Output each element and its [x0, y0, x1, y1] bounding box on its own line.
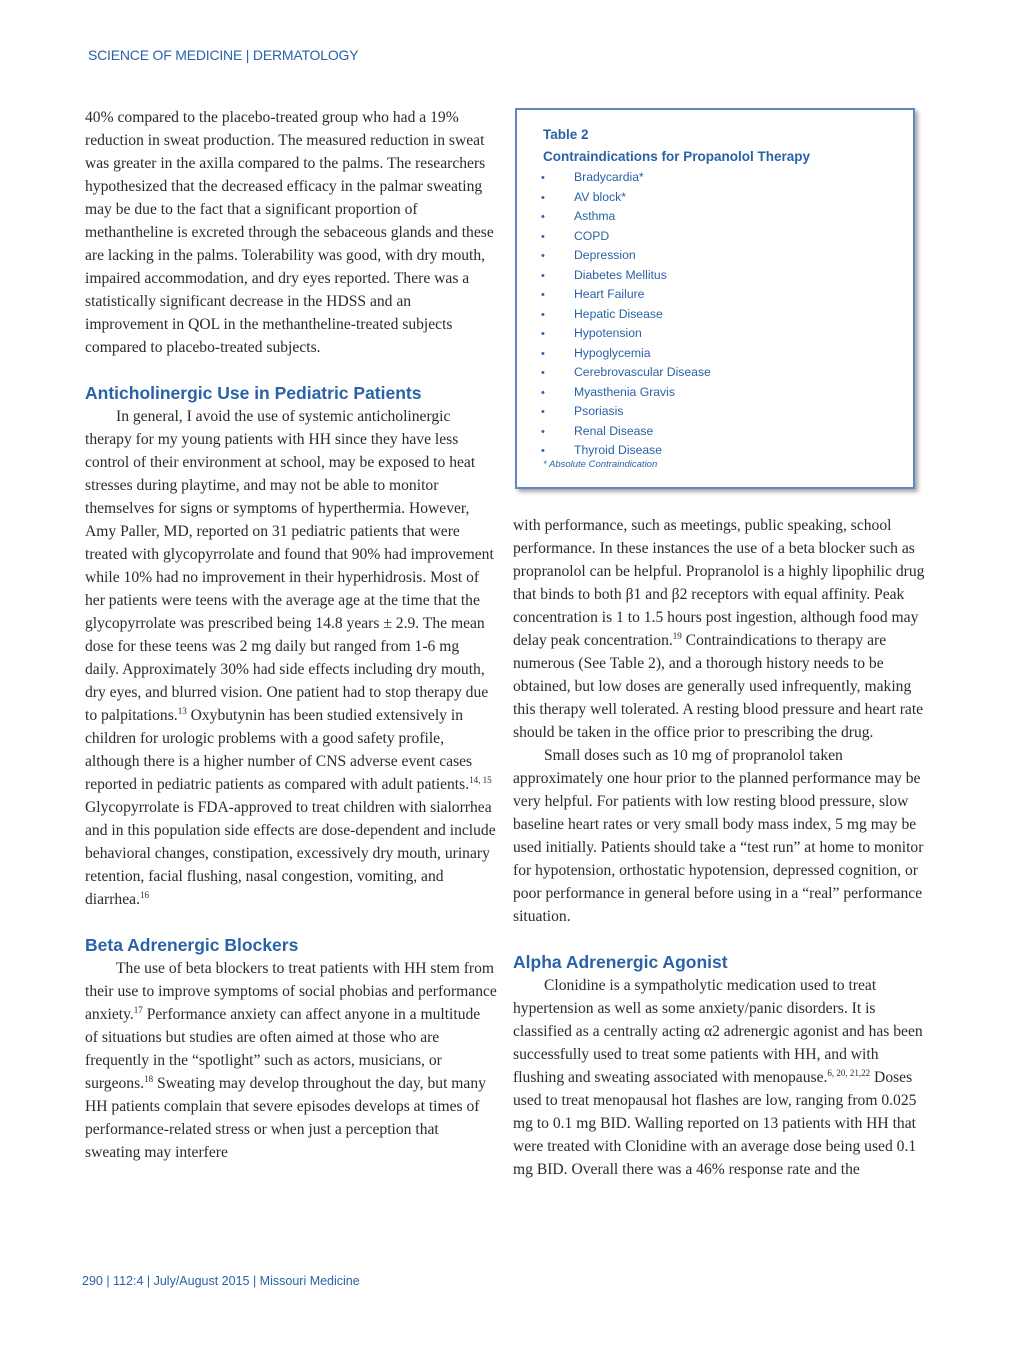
list-item: • Asthma — [541, 207, 711, 227]
list-item: • Bradycardia* — [541, 168, 711, 188]
bullet-icon: • — [541, 425, 545, 438]
list-item: • Hypoglycemia — [541, 344, 711, 364]
bullet-icon: • — [541, 250, 545, 262]
bullet-icon: • — [541, 386, 545, 399]
contraindications-table — [515, 108, 915, 489]
list-item: • Psoriasis — [541, 402, 711, 422]
bullet-icon: • — [541, 445, 545, 457]
bullet-icon: • — [541, 347, 545, 360]
list-item: • Hypotension — [541, 324, 711, 344]
bullet-icon: • — [541, 269, 545, 282]
paragraph: with performance, such as meetings, public speaking, school performance. In these instances the use of a beta blocker such as propranolol can be helpful. Propranolol is a highly lipophilic drug that binds to both β1 and β2 receptors with equal affinity. Peak concentration is 1 to 1.5 hours post ingestion, although food may delay peak concentration.$^{19}$ Contraindications to therapy are numerous (See Table 2), and a thorough history needs to be obtained, but low doses are generally used infrequently, making this therapy well tolerated. A resting blood pressure and heart rate should be taken in the office prior to prescribing the drug. — [513, 517, 925, 741]
list-item: • Hepatic Disease — [541, 305, 711, 325]
left-column — [85, 106, 497, 1164]
list-item: • Renal Disease — [541, 422, 711, 442]
list-item: • Diabetes Mellitus — [541, 266, 711, 286]
bullet-icon: • — [541, 289, 545, 301]
paragraph: In general, I avoid the use of systemic anticholinergic therapy for my young patients with HH since they have less control of their environment at school, may be exposed to heat stresses during playtime, and may not be able to monitor themselves for signs or symptoms of hyperthermia. However, Amy Paller, MD, reported on 31 pediatric patients that were treated with glycopyrrolate and found that 90% had improvement while 10% had no improvement in their hyperhidrosis. Most of her patients were teens with the average age at the time that the glycopyrrolate was prescribed being 14.8 years ± 2.9. The mean dose for these teens was 2 mg daily but ranged from 1-6 mg daily. Approximately 30% had side effects including dry mouth, dry eyes, and blurred vision. One patient had to stop therapy due to palpitations.$^{13}$ Oxybutynin has been studied extensively in children for urologic problems with a good safety profile, although there is a higher number of CNS adverse event cases reported in pediatric patients as compared with adult patients.$^{14, 15}$ Glycopyrrolate is FDA-approved to treat children with sialorrhea and in this population side effects are dose-dependent and include behavioral changes, constipation, excessively dry mouth, urinary retention, facial flushing, nasal congestion, vomiting, and diarrhea.$^{16}$ — [85, 408, 496, 908]
bullet-icon: • — [541, 308, 545, 321]
bullet-icon: • — [541, 406, 545, 418]
list-item: • Thyroid Disease — [541, 441, 711, 461]
list-item: • Heart Failure — [541, 285, 711, 305]
running-head: SCIENCE OF MEDICINE | DERMATOLOGY — [88, 47, 359, 63]
list-item: • COPD — [541, 227, 711, 247]
reference-marker: 6, 20, 21,22 — [827, 1068, 871, 1078]
list-item: • Myasthenia Gravis — [541, 383, 711, 403]
table-title: Table 2 — [543, 127, 589, 142]
list-item: • Cerebrovascular Disease — [541, 363, 711, 383]
paragraph: The use of beta blockers to treat patients with HH stem from their use to improve symptoms of social phobias and performance anxiety.$^{17}$ Performance anxiety can affect anyone in a multitude of situations but studies are often aimed at those who are frequently in the “spotlight” such as actors, musicians, or surgeons.$^{18}$ Sweating may develop throughout the day, but many HH patients complain that severe episodes develops at times of performance-related stress or when just a perception that sweating may interfere — [85, 960, 497, 1161]
section-heading-pediatric: Anticholinergic Use in Pediatric Patients — [85, 383, 422, 403]
table-list — [541, 168, 711, 461]
bullet-icon: • — [541, 230, 545, 243]
page-footer: 290 | 112:4 | July/August 2015 | Missouri Medicine — [82, 1274, 360, 1288]
list-item: • Depression — [541, 246, 711, 266]
bullet-icon: • — [541, 211, 545, 223]
bullet-icon: • — [541, 367, 545, 379]
right-column — [513, 514, 925, 1181]
table-subtitle: Contraindications for Propanolol Therapy — [543, 149, 811, 164]
section-heading-beta-blockers: Beta Adrenergic Blockers — [85, 935, 299, 955]
reference-marker: 14, 15 — [469, 775, 492, 785]
section-heading-alpha-agonist: Alpha Adrenergic Agonist — [513, 952, 728, 972]
bullet-icon: • — [541, 191, 545, 204]
reference-marker: 18 — [144, 1074, 154, 1084]
paragraph: Clonidine is a sympatholytic medication used to treat hypertension as well as some anxiety/panic disorders. It is classified as a centrally acting α2 adrenergic agonist and has been successfully used to treat some patients with HH, and with flushing and sweating associated with menopause.$^{6, 20, 21,22}$ Doses used to treat menopausal hot flashes are low, ranging from 0.025 mg to 0.1 mg BID. Walling reported on 13 patients with HH that were treated with Clonidine with an average dose being used 0.1 mg BID. Overall there was a 46% response rate and the — [513, 977, 923, 1178]
paragraph: 40% compared to the placebo-treated group who had a 19% reduction in sweat production. The measured reduction in sweat was greater in the axilla compared to the palms. The researchers hypothesized that the decreased efficacy in the palmar sweating may be due to the fact that a significant proportion of methantheline is excreted through the sebaceous glands and these are lacking in the palms. Tolerability was good, with dry mouth, impaired accommodation, and dry eyes reported. There was a statistically significant decrease in the HDSS and an improvement in QOL in the methantheline-treated subjects compared to placebo-treated subjects. — [85, 109, 494, 356]
reference-marker: 19 — [672, 631, 682, 641]
bullet-icon: • — [541, 328, 545, 340]
reference-marker: 17 — [133, 1005, 143, 1015]
list-item: • AV block* — [541, 188, 711, 208]
reference-marker: 13 — [177, 706, 187, 716]
bullet-icon: • — [541, 172, 545, 184]
table-footnote: * Absolute Contraindication — [543, 459, 658, 470]
paragraph: Small doses such as 10 mg of propranolol taken approximately one hour prior to the planned performance may be very helpful. For patients with low resting blood pressure, slow baseline heart rates or very small body mass index, 5 mg may be used initially. Patients should take a “test run” at home to monitor for hypotension, orthostatic hypotension, depressed cognition, or poor performance in general before using in a “real” performance situation. — [513, 747, 924, 925]
reference-marker: 16 — [139, 890, 149, 900]
